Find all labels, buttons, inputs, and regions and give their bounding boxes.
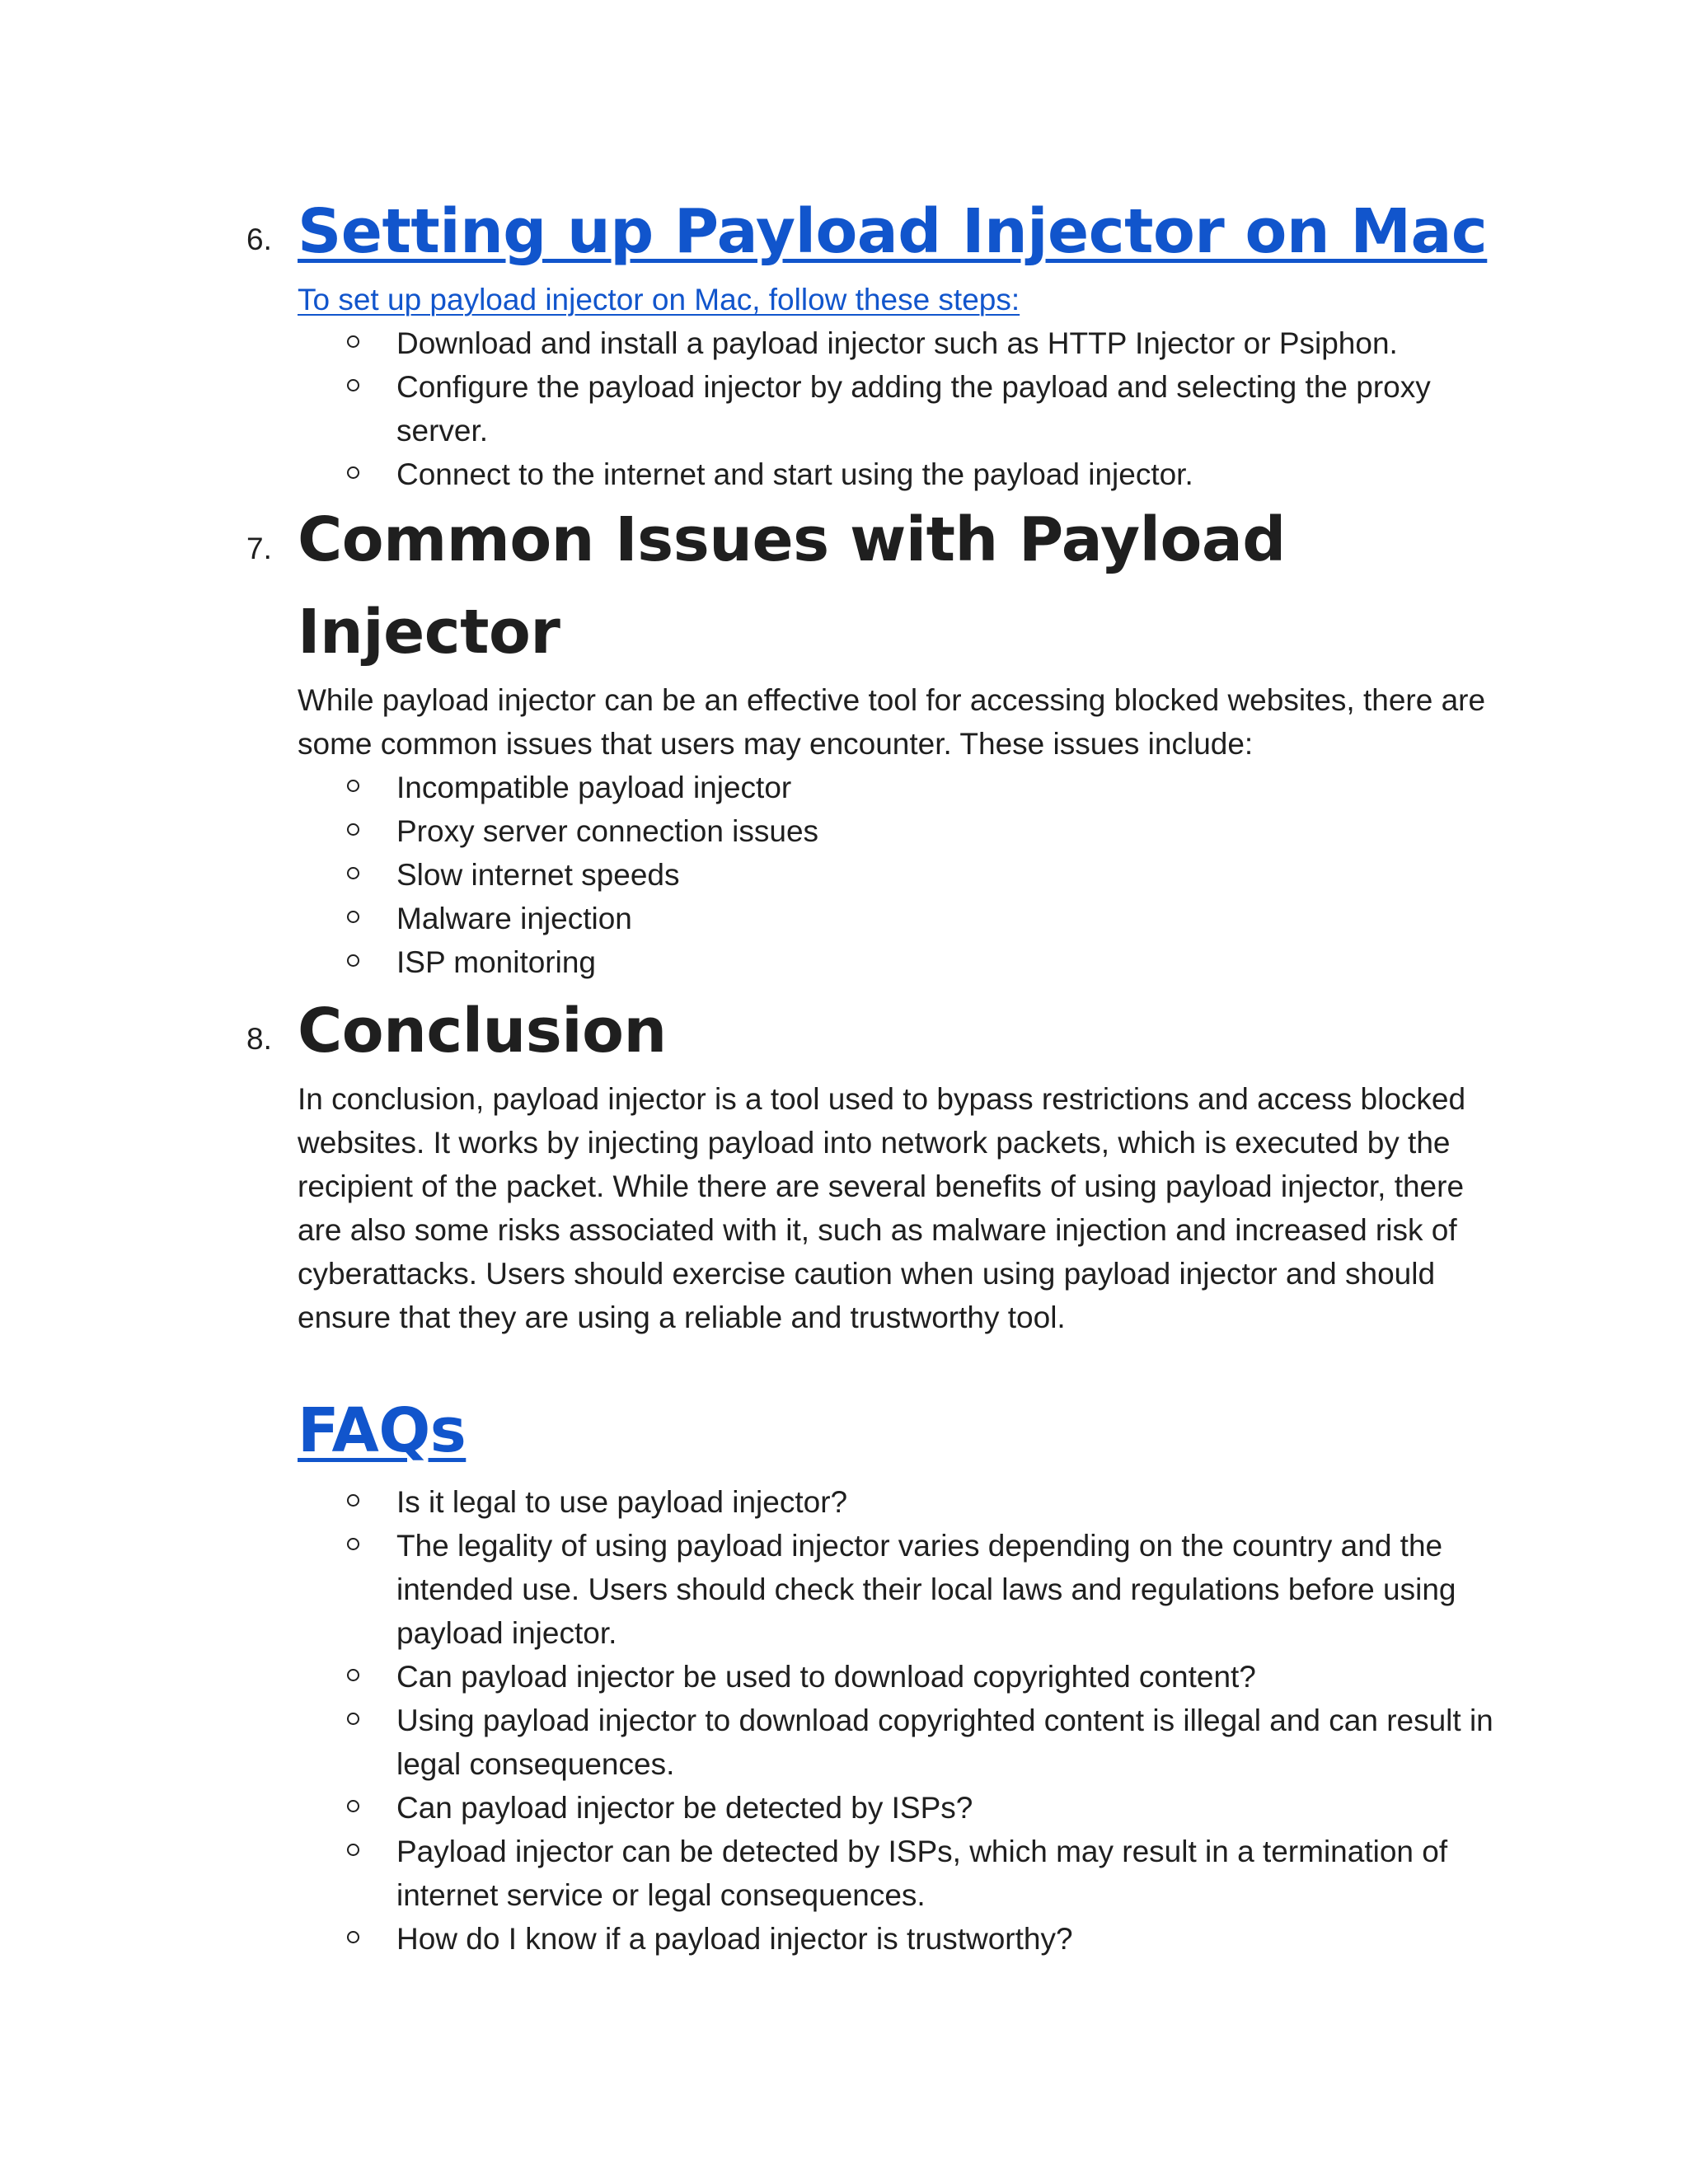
section-heading-link[interactable]: Setting up Payload Injector on Mac bbox=[298, 196, 1488, 267]
faq-item: Can payload injector be detected by ISPs? bbox=[298, 1786, 1501, 1830]
faq-item: Can payload injector be used to download copyrighted content? bbox=[298, 1655, 1501, 1699]
faq-item: Payload injector can be detected by ISPs, which may result in a termination of internet service or legal consequences. bbox=[298, 1830, 1501, 1917]
circle-bullet-icon bbox=[347, 823, 359, 836]
circle-bullet-icon bbox=[347, 1713, 359, 1725]
circle-bullet-icon bbox=[347, 335, 359, 348]
circle-bullet-icon bbox=[347, 1800, 359, 1812]
list-item: Slow internet speeds bbox=[298, 853, 1501, 897]
circle-bullet-icon bbox=[347, 1844, 359, 1856]
circle-bullet-icon bbox=[347, 867, 359, 879]
section-common-issues bbox=[246, 494, 1501, 984]
issues-list bbox=[298, 766, 1501, 984]
conclusion-body: In conclusion, payload injector is a tool used to bypass restrictions and access blocked websites. It works by injecting payload into network packets, which is executed by the recipient of the packet. While there are several benefits of using payload injector, there are also some risks associated with it, such as malware injection and increased risk of cyberattacks. Users should exercise caution when using payload injector and should ensure that they are using a reliable and trustworthy tool. bbox=[298, 1082, 1466, 1334]
list-item: Download and install a payload injector such as HTTP Injector or Psiphon. bbox=[298, 321, 1501, 365]
list-item: ISP monitoring bbox=[298, 940, 1501, 984]
faqs-heading-link[interactable]: FAQs bbox=[298, 1395, 467, 1466]
circle-bullet-icon bbox=[347, 954, 359, 967]
section-heading: Common Issues with Payload Injector bbox=[298, 504, 1286, 668]
circle-bullet-icon bbox=[347, 379, 359, 391]
section-number: 8. bbox=[246, 1022, 272, 1056]
section-conclusion bbox=[246, 985, 1501, 1339]
faqs-list bbox=[298, 1480, 1501, 1961]
intro-link[interactable]: To set up payload injector on Mac, follow these steps: bbox=[298, 283, 1020, 316]
circle-bullet-icon bbox=[347, 1669, 359, 1681]
circle-bullet-icon bbox=[347, 911, 359, 923]
circle-bullet-icon bbox=[347, 1538, 359, 1550]
circle-bullet-icon bbox=[347, 780, 359, 792]
section-number: 6. bbox=[246, 223, 272, 256]
list-item: Configure the payload injector by adding the payload and selecting the proxy server. bbox=[298, 365, 1501, 452]
list-item: Connect to the internet and start using the payload injector. bbox=[298, 452, 1501, 496]
faq-item: Is it legal to use payload injector? bbox=[298, 1480, 1501, 1524]
section-faqs bbox=[298, 1385, 1501, 1961]
section-intro: While payload injector can be an effective tool for accessing blocked websites, there are some common issues that users may encounter. These issues include: bbox=[298, 683, 1486, 761]
section-number: 7. bbox=[246, 532, 272, 565]
section-heading: Conclusion bbox=[298, 996, 667, 1066]
circle-bullet-icon bbox=[347, 1494, 359, 1507]
circle-bullet-icon bbox=[347, 466, 359, 479]
circle-bullet-icon bbox=[347, 1931, 359, 1943]
faq-item: How do I know if a payload injector is trustworthy? bbox=[298, 1917, 1501, 1961]
section-mac-setup bbox=[246, 185, 1501, 496]
faq-item: The legality of using payload injector varies depending on the country and the intended use. Users should check their local laws and regulations before using payload injector. bbox=[298, 1524, 1501, 1655]
steps-list bbox=[298, 321, 1501, 496]
list-item: Incompatible payload injector bbox=[298, 766, 1501, 809]
faq-item: Using payload injector to download copyrighted content is illegal and can result in legal consequences. bbox=[298, 1699, 1501, 1786]
list-item: Proxy server connection issues bbox=[298, 809, 1501, 853]
list-item: Malware injection bbox=[298, 897, 1501, 940]
